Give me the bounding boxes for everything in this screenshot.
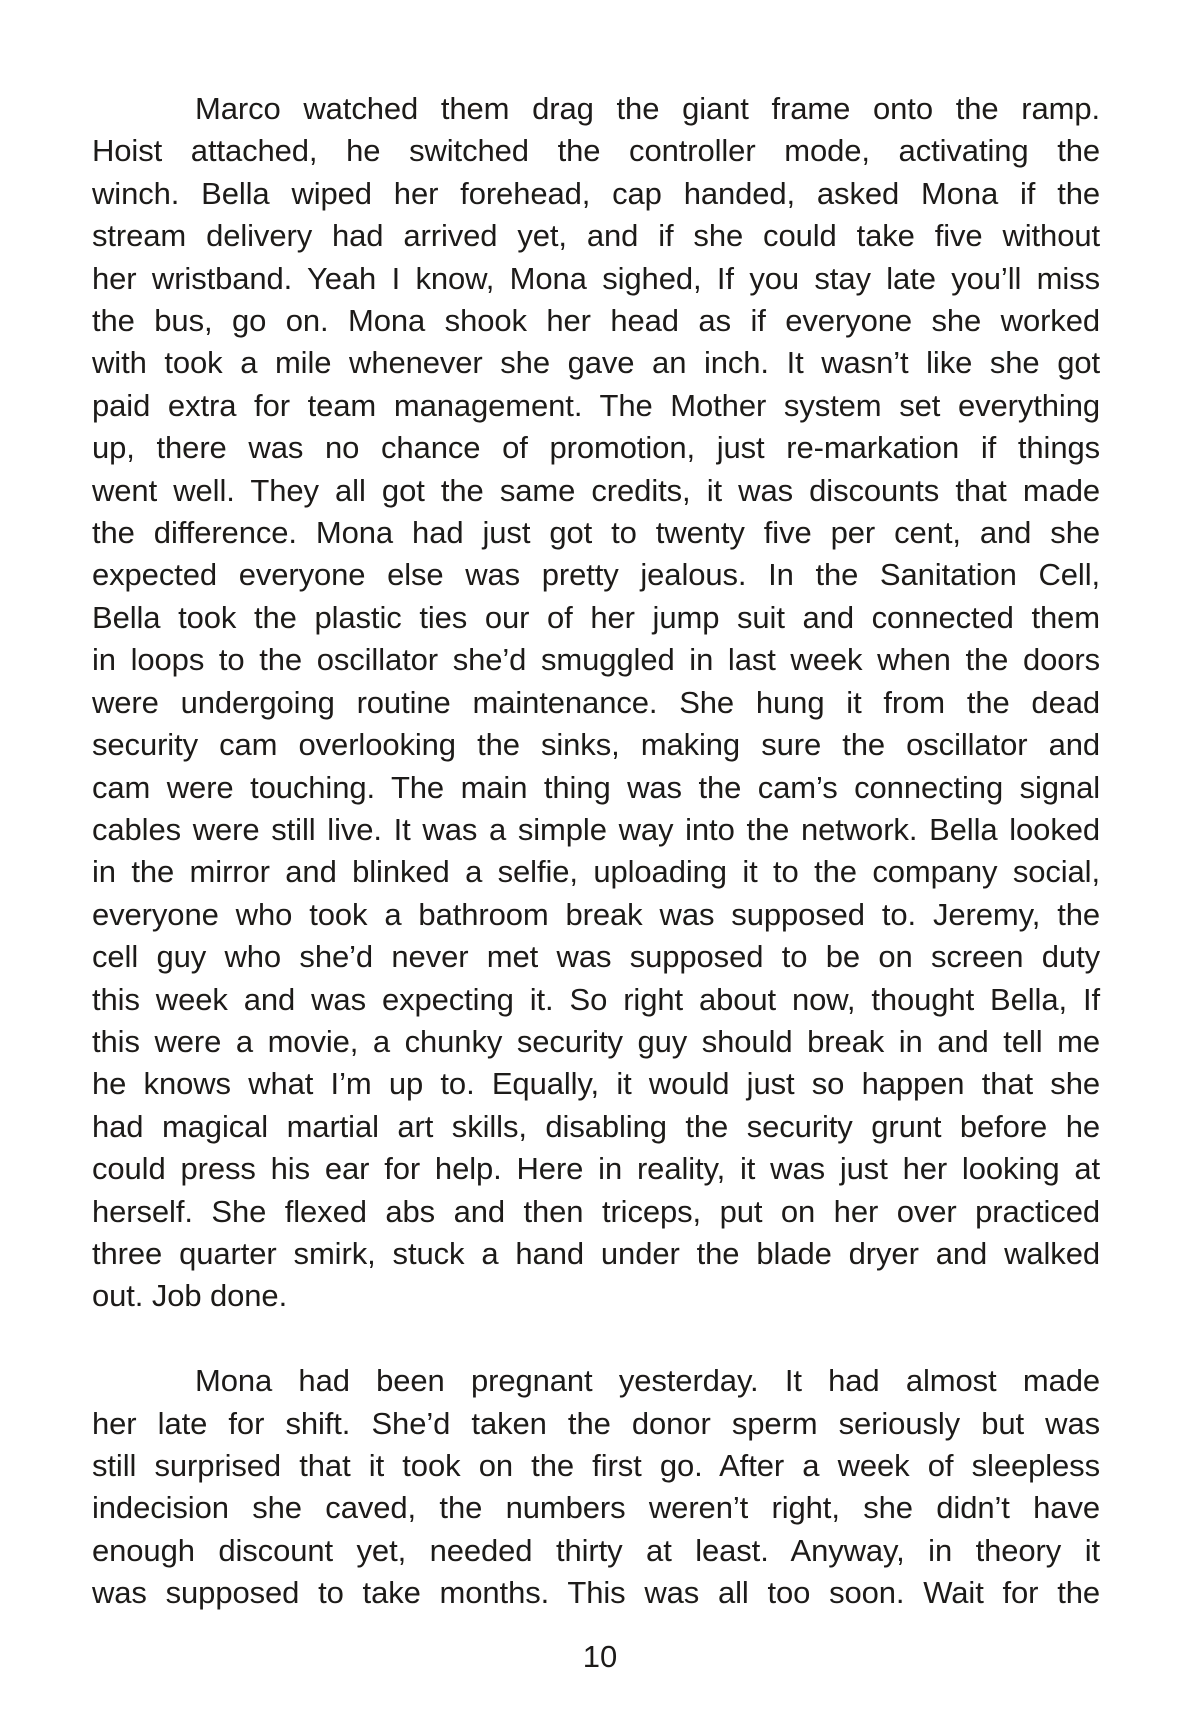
- text-line: Bella took the plastic ties our of her jump suit and connected them: [92, 599, 1100, 635]
- text-line: everyone who took a bathroom break was supposed to. Jeremy, the: [92, 896, 1100, 932]
- text-line: the bus, go on. Mona shook her head as if everyone she worked: [92, 303, 1100, 339]
- text-line: could press his ear for help. Here in reality, it was just her looking at: [92, 1151, 1100, 1187]
- text-line: Hoist attached, he switched the controller mode, activating the: [92, 133, 1100, 169]
- text-line: the difference. Mona had just got to twenty five per cent, and she: [92, 515, 1100, 551]
- text-line: up, there was no chance of promotion, just re-markation if things: [92, 430, 1100, 466]
- paragraph-2: [92, 1360, 1100, 1614]
- paragraph-1: [92, 88, 1100, 1318]
- text-line: expected everyone else was pretty jealous. In the Sanitation Cell,: [92, 557, 1100, 593]
- text-line: herself. She flexed abs and then triceps, put on her over practiced: [92, 1193, 1100, 1229]
- text-line: in the mirror and blinked a selfie, uploading it to the company social,: [92, 854, 1100, 890]
- body-text: [92, 88, 1100, 1615]
- text-line: in loops to the oscillator she’d smuggled in last week when the doors: [92, 642, 1100, 678]
- text-line: three quarter smirk, stuck a hand under the blade dryer and walked: [92, 1235, 1100, 1271]
- text-line: he knows what I’m up to. Equally, it would just so happen that she: [92, 1066, 1100, 1102]
- text-line: went well. They all got the same credits, it was discounts that made: [92, 472, 1100, 508]
- text-line: her late for shift. She’d taken the donor sperm seriously but was: [92, 1405, 1100, 1441]
- text-line: cam were touching. The main thing was the cam’s connecting signal: [92, 769, 1100, 805]
- text-line: were undergoing routine maintenance. She hung it from the dead: [92, 684, 1100, 720]
- page-number: 10: [582, 1639, 618, 1674]
- text-line: stream delivery had arrived yet, and if she could take five without: [92, 218, 1100, 254]
- text-line: indecision she caved, the numbers weren’t right, she didn’t have: [92, 1490, 1100, 1526]
- text-line: cables were still live. It was a simple way into the network. Bella looked: [92, 811, 1100, 847]
- text-line: Mona had been pregnant yesterday. It had almost made: [195, 1363, 1100, 1399]
- text-line: this week and was expecting it. So right about now, thought Bella, If: [92, 981, 1100, 1017]
- text-line: this were a movie, a chunky security guy should break in and tell me: [92, 1023, 1100, 1059]
- text-line: still surprised that it took on the first go. After a week of sleepless: [92, 1447, 1100, 1483]
- text-line: had magical martial art skills, disabling the security grunt before he: [92, 1108, 1100, 1144]
- text-line: Marco watched them drag the giant frame onto the ramp.: [195, 91, 1100, 126]
- text-line: security cam overlooking the sinks, making sure the oscillator and: [92, 727, 1100, 763]
- text-line: out. Job done.: [92, 1278, 288, 1314]
- text-line: paid extra for team management. The Mother system set everything: [92, 387, 1100, 423]
- text-line: with took a mile whenever she gave an inch. It wasn’t like she got: [92, 345, 1100, 381]
- text-line: enough discount yet, needed thirty at least. Anyway, in theory it: [92, 1532, 1100, 1568]
- text-line: cell guy who she’d never met was supposed to be on screen duty: [92, 939, 1100, 975]
- text-line: winch. Bella wiped her forehead, cap handed, asked Mona if the: [92, 175, 1100, 211]
- text-line: her wristband. Yeah I know, Mona sighed, If you stay late you’ll miss: [92, 260, 1100, 296]
- text-line: was supposed to take months. This was all too soon. Wait for the: [92, 1575, 1100, 1611]
